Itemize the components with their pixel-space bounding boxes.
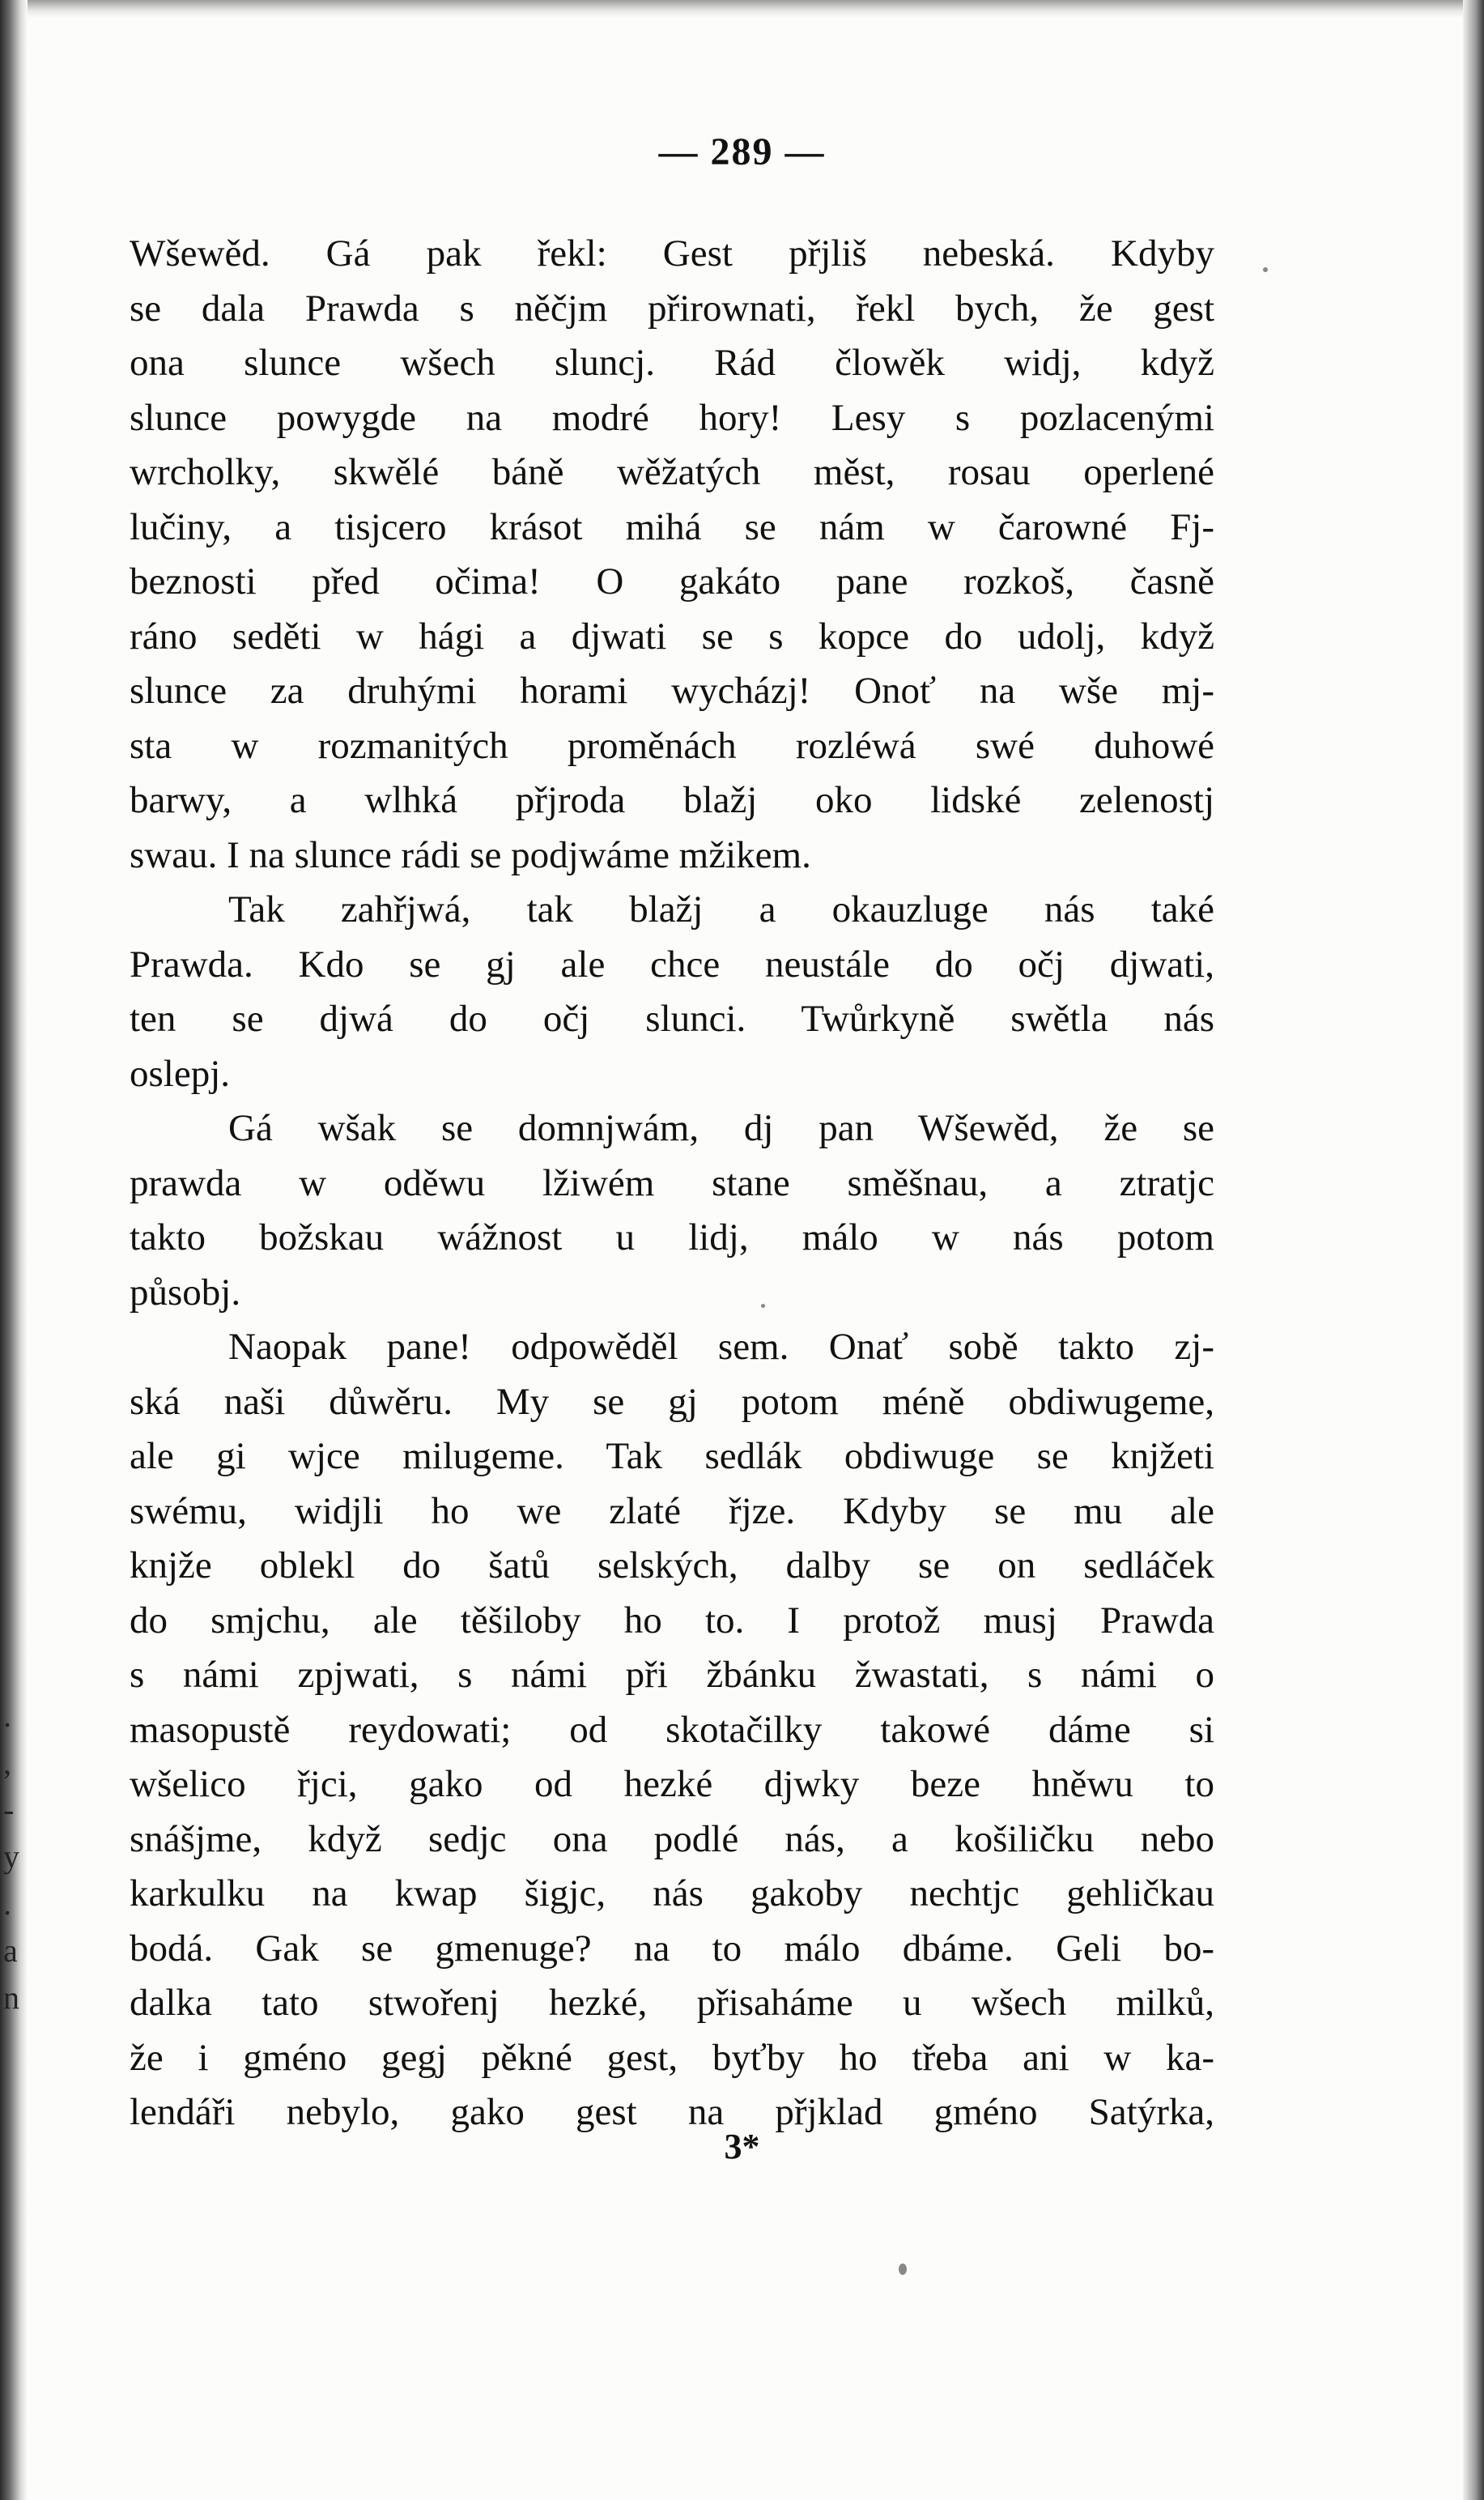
text-line: ona slunce wšech sluncj. Rád člowěk widj, když [130, 342, 1214, 384]
text-line: slunce powygde na modré hory! Lesy s pozlacenými [130, 396, 1214, 439]
text-line: ráno seděti w hági a djwati se s kopce do udolj, když [130, 615, 1214, 658]
paper-speck [761, 1304, 765, 1308]
text-line: masopustě reydowati; od skotačilky takowé dáme si [130, 1708, 1214, 1751]
text-line: lučiny, a tisjcero krásot mihá se nám w čarowné Fj- [130, 505, 1214, 548]
text-line: dalka tato stwořenj hezké, přisaháme u wšech milků, [130, 1982, 1214, 2024]
text-line: ská naši důwěru. My se gj potom méně obdiwugeme, [130, 1380, 1214, 1423]
edge-fragment: n [3, 1979, 19, 2016]
text-line: Tak zahřjwá, tak blažj a okauzluge nás také [228, 888, 1214, 931]
text-line: beznosti před očima! O gakáto pane rozkoš, časně [130, 560, 1214, 603]
text-line: bodá. Gak se gmenuge? na to málo dbáme. Geli bo- [130, 1927, 1214, 1970]
text-line: barwy, a wlhká přjroda blažj oko lidské zelenostj [130, 779, 1214, 821]
text-line: působj. [130, 1271, 241, 1314]
text-line: se dala Prawda s něčjm přirownati, řekl bych, že gest [130, 287, 1214, 330]
text-line: do smjchu, ale těšiloby ho to. I protož musj Prawda [130, 1599, 1214, 1642]
text-line: ale gi wjce milugeme. Tak sedlák obdiwuge se knjžeti [130, 1435, 1214, 1477]
edge-fragment: a [3, 1932, 18, 1969]
text-line: slunce za druhými horami wycházj! Onoť na wše mj- [130, 670, 1214, 712]
top-edge-shadow [28, 0, 1463, 18]
binding-shadow [0, 0, 28, 2500]
text-line: wšelico řjci, gako od hezké djwky beze hněwu to [130, 1763, 1214, 1805]
text-line: s námi zpjwati, s námi při žbánku žwastati, s námi o [130, 1654, 1214, 1696]
text-line: lendáři nebylo, gako gest na přjklad gméno Satýrka, [130, 2091, 1214, 2133]
text-line: wrcholky, skwělé báně wěžatých měst, rosau operlené [130, 451, 1214, 493]
edge-fragment: , [3, 1744, 11, 1781]
body-text [130, 227, 1214, 2140]
facing-page-fragments [3, 1693, 21, 2021]
text-line: karkulku na kwap šigjc, nás gakoby nechtjc gehličkau [130, 1872, 1214, 1914]
page-edge-shadow [1463, 0, 1484, 2500]
text-line: Wšewěd. Gá pak řekl: Gest přjliš nebeská. Kdyby [130, 232, 1214, 275]
edge-fragment: - [3, 1791, 15, 1828]
text-line: Naopak pane! odpowěděl sem. Onať sobě takto zj- [228, 1326, 1214, 1368]
paper-speck [1263, 267, 1268, 272]
text-line: takto božskau wážnost u lidj, málo w nás potom [130, 1216, 1214, 1259]
text-line: sta w rozmanitých proměnách rozléwá swé duhowé [130, 724, 1214, 767]
text-line: že i gméno gegj pěkné gest, byťby ho třeba ani w ka- [130, 2036, 1214, 2079]
text-line: swému, widjli ho we zlaté řjze. Kdyby se mu ale [130, 1489, 1214, 1532]
text-line: prawda w oděwu lžiwém stane směšnau, a ztratjc [130, 1161, 1214, 1204]
edge-fragment: . [3, 1885, 11, 1922]
edge-fragment: . [3, 1697, 11, 1734]
page-number: — 289 — [658, 130, 826, 173]
text-line: Prawda. Kdo se gj ale chce neustále do očj djwati, [130, 943, 1214, 986]
text-line: Gá wšak se domnjwám, dj pan Wšewěd, že se [228, 1107, 1214, 1149]
edge-fragment: y [3, 1838, 19, 1875]
text-line: swau. I na slunce rádi se podjwáme mžikem. [130, 833, 811, 876]
paper-speck [899, 2264, 907, 2275]
text-line: ten se djwá do očj slunci. Twůrkyně swětla nás [130, 998, 1214, 1040]
text-line: knjže oblekl do šatů selských, dalby se on sedláček [130, 1544, 1214, 1586]
signature-mark: 3* [724, 2127, 760, 2166]
text-line: snášjme, když sedjc ona podlé nás, a košiličku nebo [130, 1817, 1214, 1860]
text-line: oslepj. [130, 1052, 231, 1095]
